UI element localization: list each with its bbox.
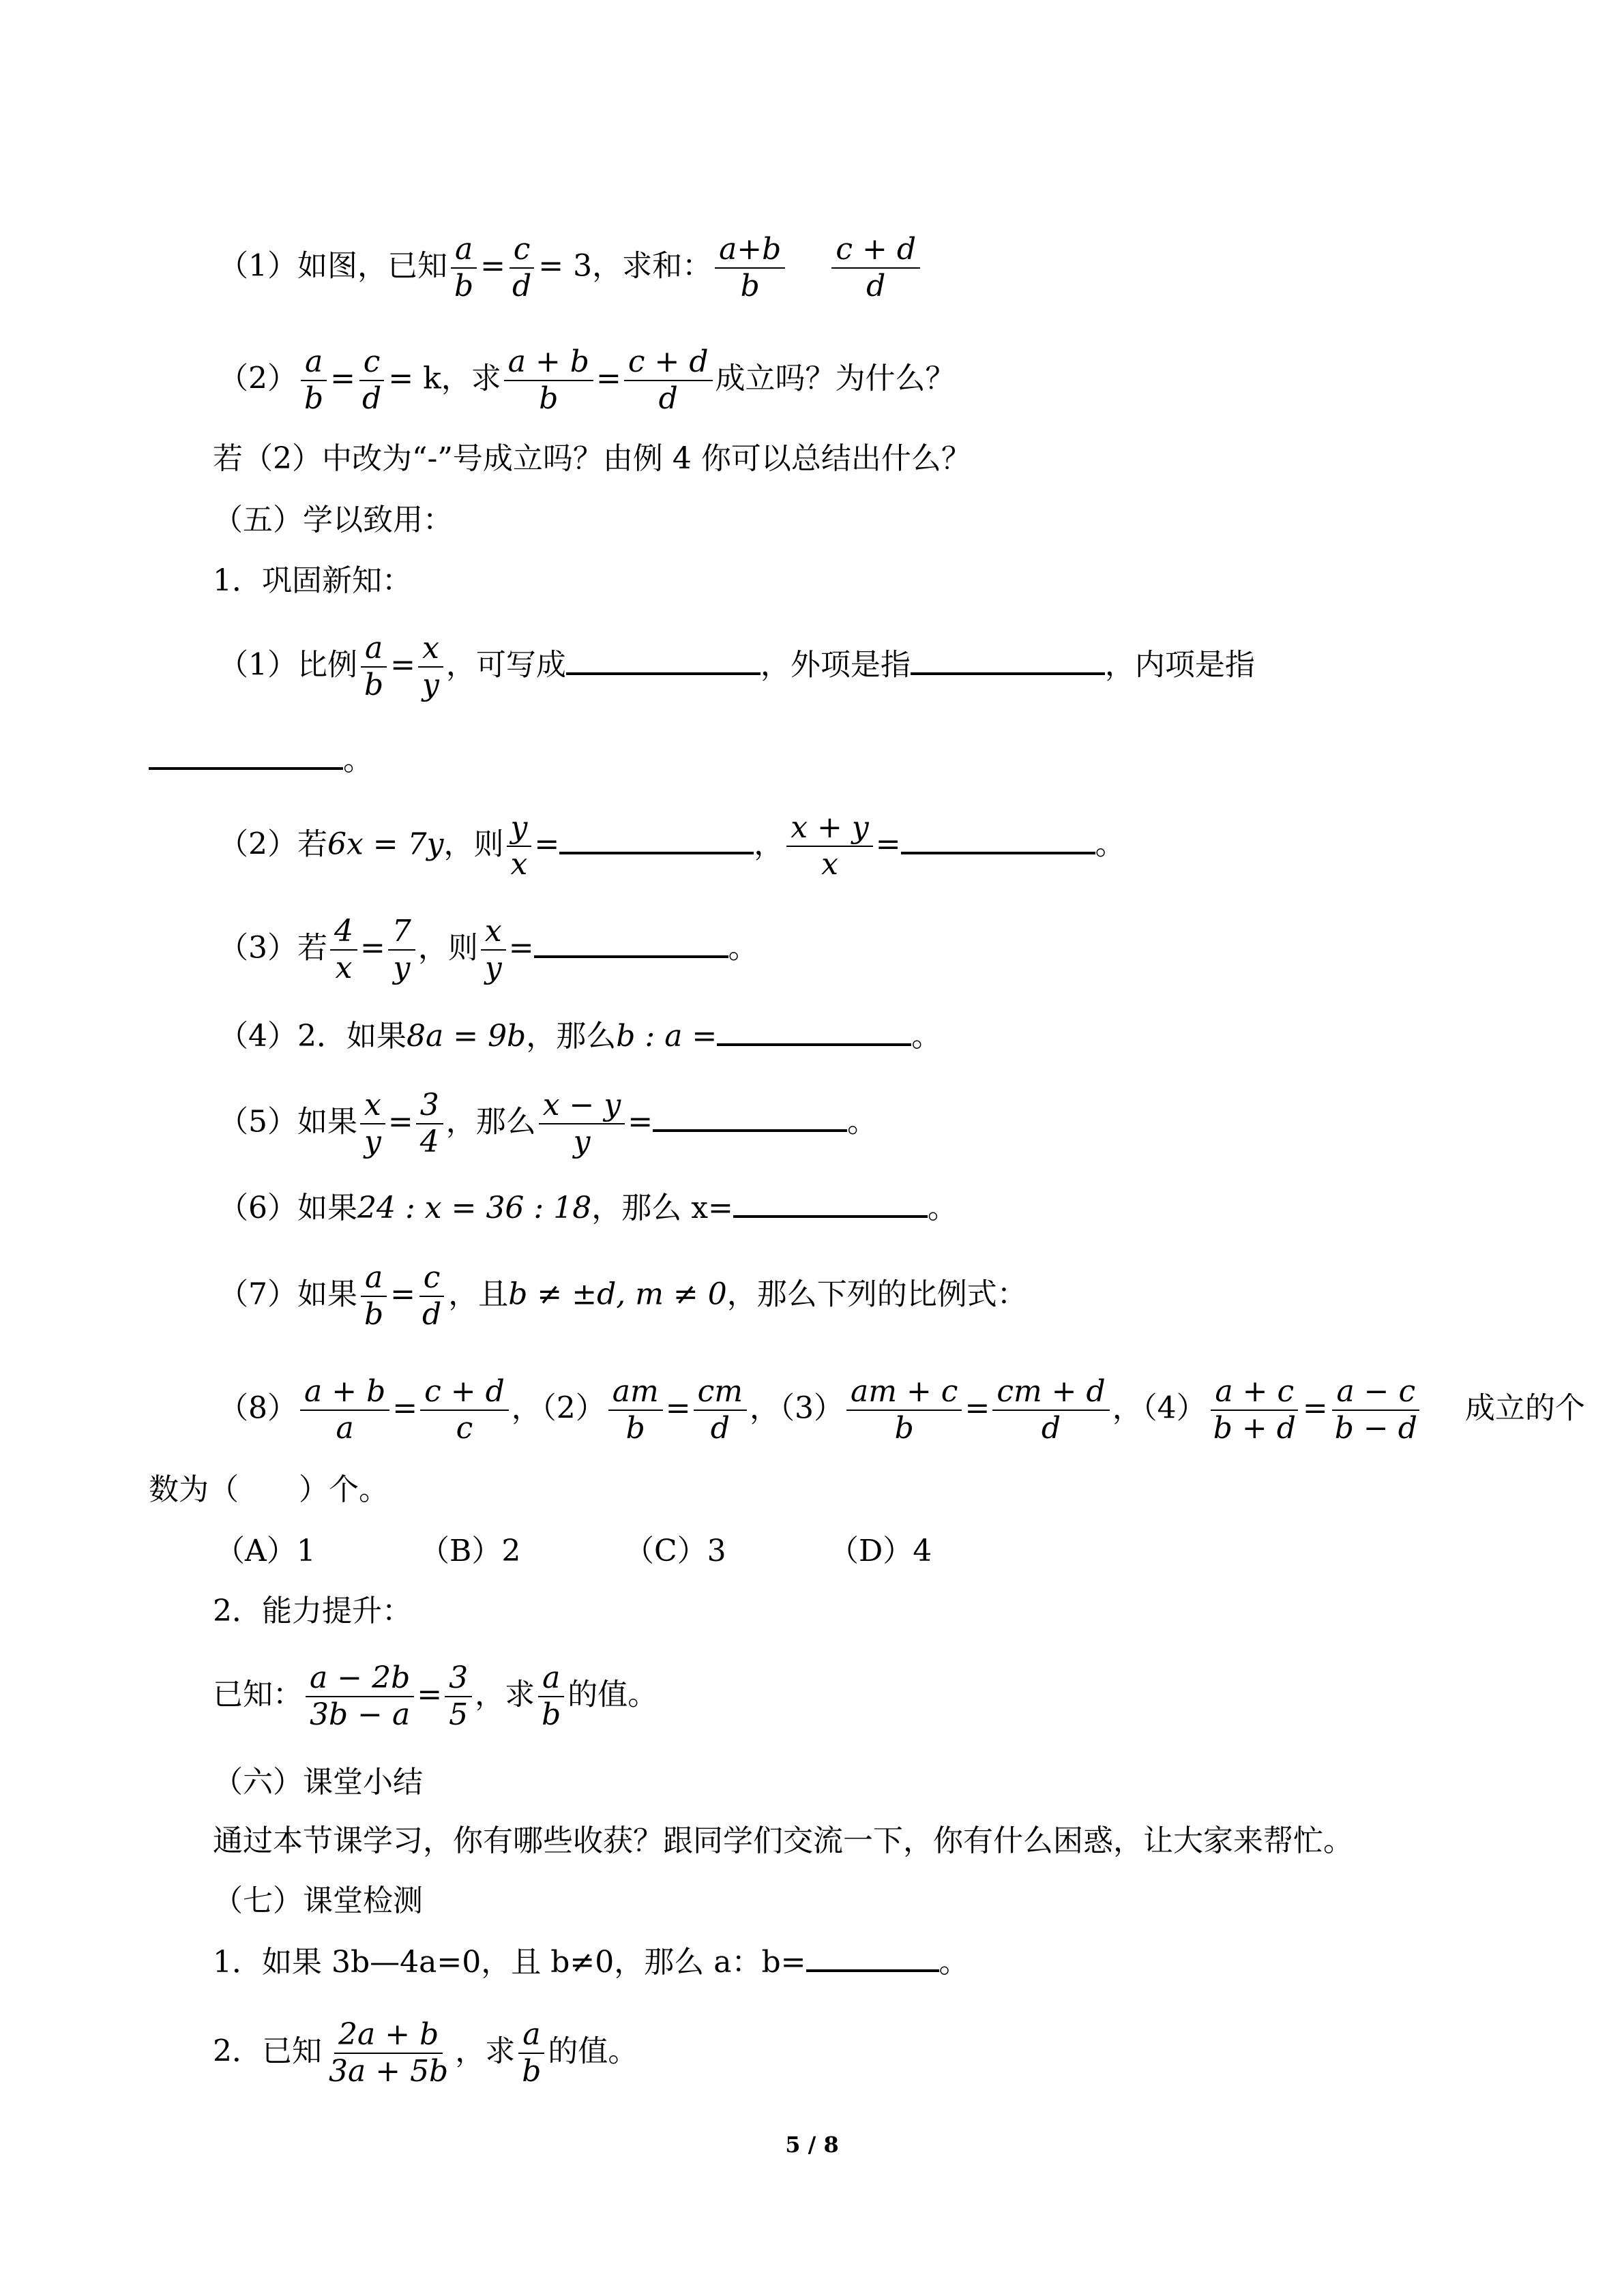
fraction: $\frac{c}{d}$	[418, 1260, 445, 1332]
fraction: $\frac{a}{b}$	[518, 2017, 545, 2089]
fraction: $\frac{am + c}{b}$	[846, 1374, 962, 1446]
fraction: $\frac{a + b}{b}$	[504, 344, 593, 417]
fraction: $\frac{a}{b}$	[360, 631, 387, 703]
subsection-heading: 1．巩固新知：	[213, 563, 412, 598]
question-8: （8） $\frac{a + b}{a}$ = $\frac{c + d}{c}$ ，（2） $\frac{am}{b}$ = $\frac{cm}{d}$ ，（3） $\frac{am + c}{b}$ = $\frac{cm + d}{d}$ ，（4） $\frac{a + c}{b + d}$ = $\frac{a - c}{b - d}$ 成立的个	[218, 1374, 1585, 1446]
question-2: （2）若6x = 7y，则 $\frac{y}{x}$ = ， $\frac{x + y}{x}$ = 。	[218, 810, 1125, 882]
fraction: $\frac{2a + b}{3a + 5b}$	[329, 2017, 449, 2089]
question-7: （7）如果 $\frac{a}{b}$ = $\frac{c}{d}$ ，且b ≠ ±d, m ≠ 0，那么下列的比例式：	[218, 1260, 1027, 1332]
fraction: $\frac{c + d}{d}$	[831, 232, 920, 304]
fraction: $\frac{c}{d}$	[358, 344, 385, 417]
question-4: （4）2．如果8a = 9b，那么b : a = 。	[218, 1016, 941, 1057]
fraction: $\frac{a}{b}$	[300, 344, 327, 417]
question-1-cont: 。	[149, 740, 373, 781]
fraction: $\frac{c}{d}$	[508, 232, 535, 304]
fraction: $\frac{cm + d}{d}$	[992, 1374, 1109, 1446]
fraction: $\frac{x - y}{y}$	[539, 1088, 625, 1160]
fraction: $\frac{a + b}{a}$	[300, 1374, 389, 1446]
section-heading: （六）课堂小结	[213, 1765, 423, 1800]
answer-blank[interactable]	[911, 645, 1105, 675]
section-heading: （七）课堂检测	[213, 1883, 423, 1918]
fraction: $\frac{x}{y}$	[418, 631, 443, 703]
option-a[interactable]: （A）1	[215, 1534, 316, 1568]
fraction: $\frac{a}{b}$	[450, 232, 477, 304]
answer-blank[interactable]	[566, 645, 761, 675]
page-number: 5 / 8	[785, 2132, 839, 2158]
fraction: $\frac{a}{b}$	[360, 1260, 387, 1332]
choice-options	[215, 1531, 1033, 1572]
text: （1）如图，已知	[218, 248, 447, 284]
option-d[interactable]: （D）4	[829, 1534, 932, 1568]
section-heading: （五）学以致用：	[213, 503, 453, 537]
fraction: $\frac{cm}{d}$	[694, 1374, 747, 1446]
problem-1-line: （1）如图，已知 $\frac{a}{b}$ = $\frac{c}{d}$ = 3，求和： $\frac{a+b}{b}$ $\frac{c + d}{d}$	[218, 232, 923, 304]
answer-blank[interactable]	[733, 1188, 928, 1218]
fraction: $\frac{a - 2b}{3b - a}$	[306, 1660, 414, 1733]
question-5: （5）如果 $\frac{x}{y}$ = $\frac{3}{4}$ ，那么 $\frac{x - y}{y}$ = 。	[218, 1088, 878, 1159]
problem-2-line: （2） $\frac{a}{b}$ = $\frac{c}{d}$ = k，求 $\frac{a + b}{b}$ = $\frac{c + d}{d}$ 成立吗？为什么？	[218, 344, 956, 416]
text-line: 若（2）中改为“-”号成立吗？由例 4 你可以总结出什么？	[213, 441, 971, 476]
fraction: $\frac{7}{y}$	[388, 914, 415, 986]
fraction: $\frac{3}{4}$	[416, 1088, 443, 1160]
question-1: （1）比例 $\frac{a}{b}$ = $\frac{x}{y}$ ，可写成 ，外项是指 ，内项是指	[218, 631, 1255, 702]
answer-blank[interactable]	[806, 1942, 939, 1972]
fraction: $\frac{4}{x}$	[330, 914, 357, 986]
answer-blank[interactable]	[559, 824, 754, 854]
answer-blank[interactable]	[901, 824, 1095, 854]
question-3: （3）若 $\frac{4}{x}$ = $\frac{7}{y}$ ，则 $\frac{x}{y}$ = 。	[218, 914, 758, 985]
answer-blank[interactable]	[653, 1102, 847, 1132]
answer-blank[interactable]	[534, 928, 728, 958]
question-6: （6）如果24 : x = 36 : 18，那么 x= 。	[218, 1188, 958, 1229]
test-question-1: 1．如果 3b—4a=0，且 b≠0，那么 a：b= 。	[213, 1942, 969, 1983]
fraction: $\frac{x + y}{x}$	[786, 810, 873, 882]
fraction: $\frac{x}{y}$	[481, 914, 506, 986]
question-8-cont: 数为（ ）个。	[149, 1472, 389, 1507]
ability-question: 已知： $\frac{a - 2b}{3b - a}$ = $\frac{3}{5}$ ，求 $\frac{a}{b}$ 的值。	[213, 1660, 658, 1732]
summary-text: 通过本节课学习，你有哪些收获？跟同学们交流一下，你有什么困惑，让大家来帮忙。	[213, 1823, 1353, 1858]
fraction: $\frac{a}{b}$	[537, 1660, 565, 1733]
fraction: $\frac{a - c}{b - d}$	[1331, 1374, 1421, 1446]
answer-blank[interactable]	[717, 1016, 911, 1046]
fraction: $\frac{c + d}{d}$	[624, 344, 713, 417]
fraction: $\frac{c + d}{c}$	[420, 1374, 509, 1446]
answer-blank[interactable]	[149, 740, 343, 770]
fraction: $\frac{3}{5}$	[445, 1660, 472, 1733]
test-question-2: 2．已知 $\frac{2a + b}{3a + 5b}$ ，求 $\frac{a}{b}$ 的值。	[213, 2017, 638, 2089]
option-b[interactable]: （B）2	[419, 1534, 521, 1568]
subsection-heading: 2．能力提升：	[213, 1594, 412, 1628]
fraction: $\frac{x}{y}$	[360, 1088, 385, 1160]
fraction: $\frac{a+b}{b}$	[715, 232, 785, 304]
option-c[interactable]: （C）3	[624, 1534, 726, 1568]
fraction: $\frac{am}{b}$	[608, 1374, 663, 1446]
fraction: $\frac{y}{x}$	[507, 810, 532, 882]
fraction: $\frac{a + c}{b + d}$	[1209, 1374, 1300, 1446]
